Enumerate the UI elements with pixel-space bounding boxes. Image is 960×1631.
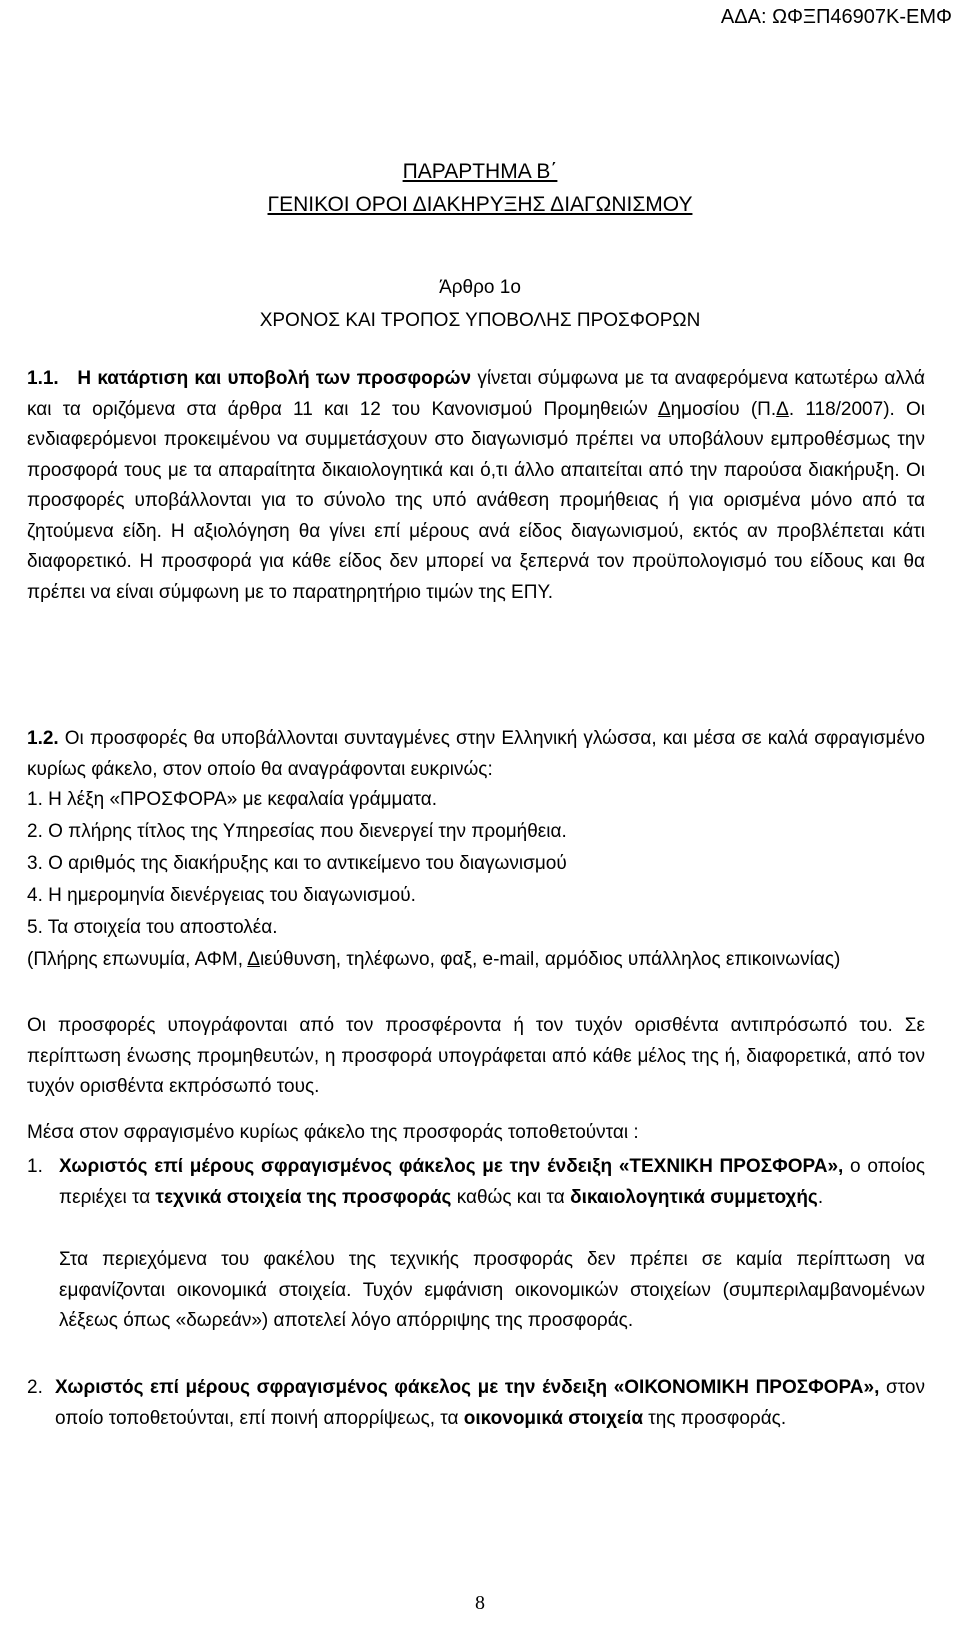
annex-title: ΠΑΡΑΡΤΗΜΑ Β΄ xyxy=(402,160,558,183)
list-item: 5. Τα στοιχεία του αποστολέα. xyxy=(27,917,278,938)
sender-details: (Πλήρης επωνυμία, ΑΦΜ, Διεύθυνση, τηλέφωνο, φαξ, e-mail, αρμόδιος υπάλληλος επικοινωνίας) xyxy=(27,949,841,970)
list-item: 3. Ο αριθμός της διακήρυξης και το αντικείμενο του διαγωνισμού xyxy=(27,853,567,874)
list-item: 2. Ο πλήρης τίτλος της Υπηρεσίας που διενεργεί την προμήθεια. xyxy=(27,821,567,842)
section-1-1-heading: Η κατάρτιση και υποβολή των προσφορών xyxy=(77,368,472,389)
page-number: 8 xyxy=(475,1592,485,1614)
list-item: 4. Η ημερομηνία διενέργειας του διαγωνισμού. xyxy=(27,885,416,906)
envelope-item-1-note: Στα περιεχόμενα του φακέλου της τεχνικής προσφοράς δεν πρέπει σε καμία περίπτωση να εμφανίζονται οικονομικά στοιχεία. Τυχόν εμφάνιση οικονομικών στοιχείων (συμπεριλαμβανομένων λέξεως όπως «δωρεάν») αποτελεί λόγο απόρριψης της προσφοράς. xyxy=(59,1249,925,1331)
envelope-item-1-number: 1. xyxy=(27,1156,43,1177)
section-1-2-number: 1.2. xyxy=(27,728,59,749)
envelope-item-2: Χωριστός επί μέρους σφραγισμένος φάκελος με την ένδειξη «ΟΙΚΟΝΟΜΙΚΗ ΠΡΟΣΦΟΡΑ», στον οποίο τοποθετούνται, επί ποινή απορρίψεως, τα οικονομικά στοιχεία της προσφοράς. xyxy=(55,1377,925,1429)
envelope-intro: Μέσα στον σφραγισμένο κυρίως φάκελο της προσφοράς τοποθετούνται : xyxy=(27,1122,639,1143)
envelope-item-1: Χωριστός επί μέρους σφραγισμένος φάκελος με την ένδειξη «ΤΕΧΝΙΚΗ ΠΡΟΣΦΟΡΑ», ο οποίος περιέχει τα τεχνικά στοιχεία της προσφοράς καθώς και τα δικαιολογητικά συμμετοχής. xyxy=(59,1156,925,1208)
signature-paragraph: Οι προσφορές υπογράφονται από τον προσφέροντα ή τον τυχόν ορισθέντα αντιπρόσωπό του. Σε περίπτωση ένωσης προμηθευτών, η προσφορά υπογράφεται από κάθε μέλος της ή, διαφορετικά, από τον τυχόν ορισθέντα εκπρόσωπό τους. xyxy=(27,1015,925,1097)
article-number: Άρθρο 1ο xyxy=(439,277,521,298)
ada-code: ΑΔΑ: ΩΦΞΠ46907Κ-ΕΜΦ xyxy=(720,6,952,28)
list-item: 1. Η λέξη «ΠΡΟΣΦΟΡΑ» με κεφαλαία γράμματα. xyxy=(27,789,437,810)
article-title: ΧΡΟΝΟΣ ΚΑΙ ΤΡΟΠΟΣ ΥΠΟΒΟΛΗΣ ΠΡΟΣΦΟΡΩΝ xyxy=(259,310,701,331)
section-1-1: 1.1. Η κατάρτιση και υποβολή των προσφορών γίνεται σύμφωνα με τα αναφερόμενα κατωτέρω αλλά και τα οριζόμενα στα άρθρα 11 και 12 του Κανονισμού Προμηθειών Δημοσίου (Π.Δ. 118/2007). Οι ενδιαφερόμενοι προκειμένου να συμμετάσχουν στο διαγωνισμό πρέπει να υποβάλουν εμπροθέσμως την προσφορά τους με τα απαραίτητα δικαιολογητικά και ό,τι άλλο απαιτείται από την παρούσα διακήρυξη. Οι προσφορές υποβάλλονται για το σύνολο της υπό ανάθεση προμήθειας ή για ορισμένα μόνο από τα ζητούμενα είδη. Η αξιολόγηση θα γίνει επί μέρους ανά είδος διαγωνισμού, εκτός αν προβλέπεται κάτι διαφορετικό. Η προσφορά για κάθε είδος δεν μπορεί να ξεπερνά τον προϋπολογισμό του είδους και θα πρέπει να είναι σύμφωνη με το παρατηρητήριο τιμών της ΕΠΥ. xyxy=(27,368,926,603)
section-1-2: 1.2. Οι προσφορές θα υποβάλλονται συνταγμένες στην Ελληνική γλώσσα, και μέσα σε καλά σφραγισμένο κυρίως φάκελο, στον οποίο θα αναγράφονται ευκρινώς: xyxy=(27,728,925,780)
annex-subtitle: ΓΕΝΙΚΟΙ ΟΡΟΙ ΔΙΑΚΗΡΥΞΗΣ ΔΙΑΓΩΝΙΣΜΟΥ xyxy=(267,193,693,216)
envelope-item-2-number: 2. xyxy=(27,1377,43,1398)
section-1-1-number: 1.1. xyxy=(27,368,59,389)
